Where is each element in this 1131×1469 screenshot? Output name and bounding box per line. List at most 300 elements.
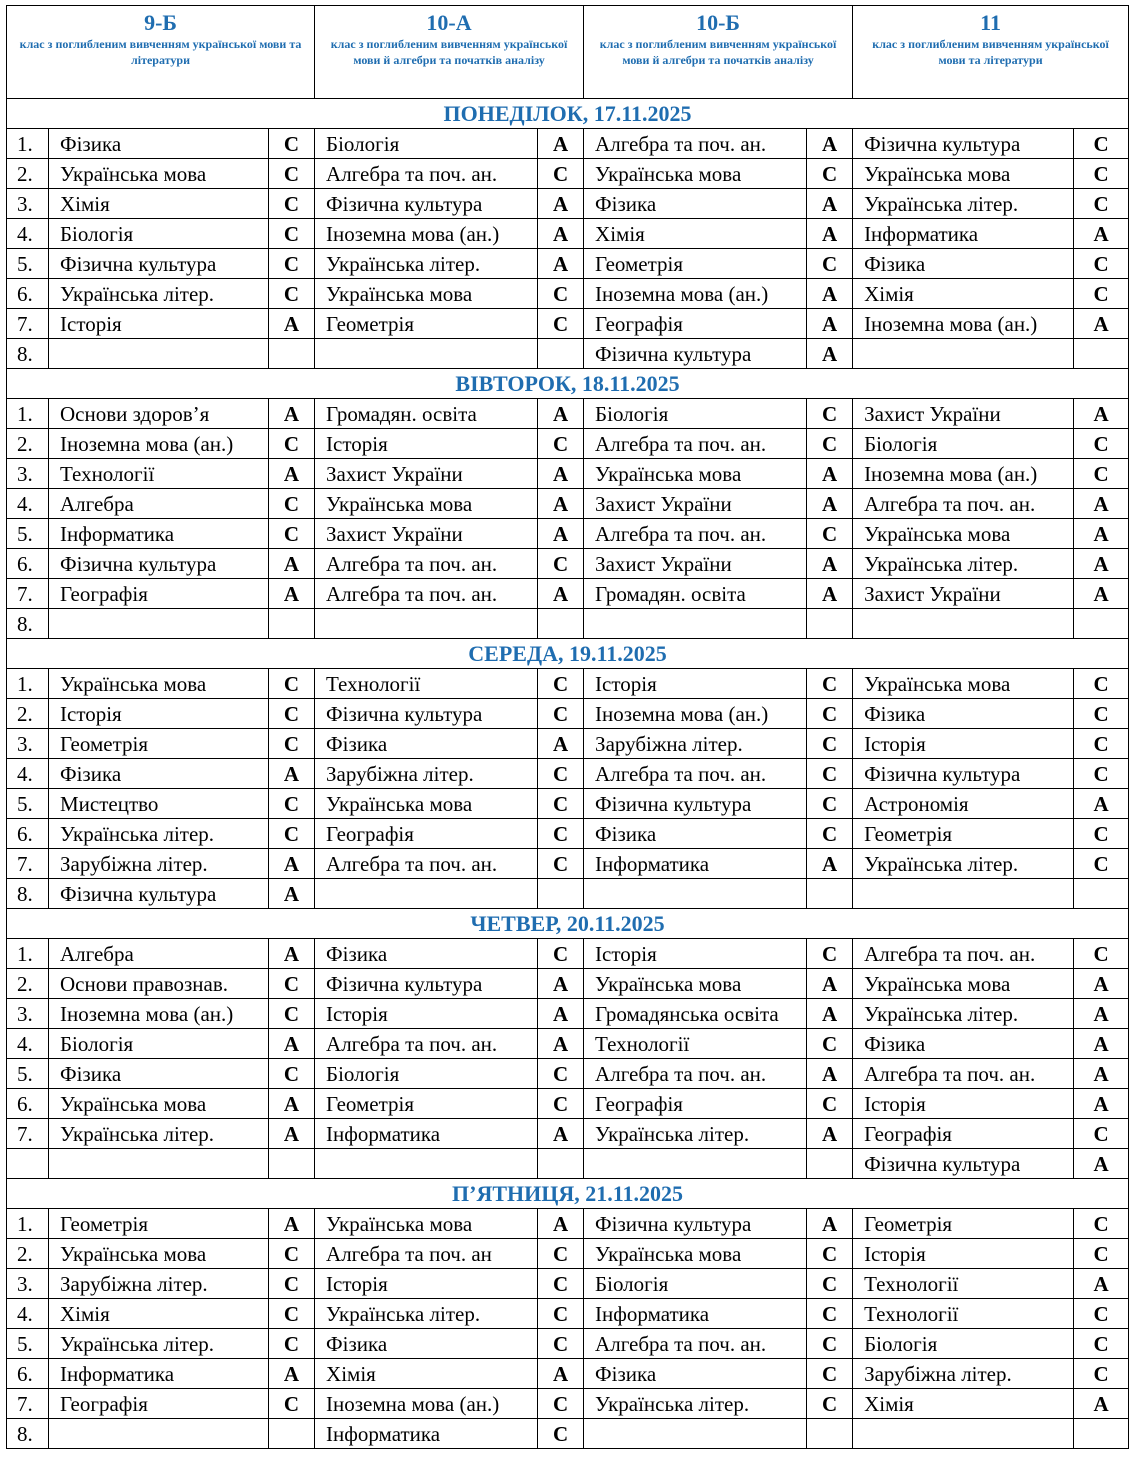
room-cell bbox=[538, 879, 584, 909]
room-cell: С bbox=[538, 1269, 584, 1299]
subject-cell: Українська мова bbox=[49, 159, 269, 189]
subject-cell bbox=[584, 1149, 807, 1179]
room-cell: С bbox=[538, 759, 584, 789]
subject-cell: Основи здоров’я bbox=[49, 399, 269, 429]
subject-cell: Географія bbox=[49, 579, 269, 609]
room-cell bbox=[269, 1419, 315, 1449]
subject-cell: Історія bbox=[315, 999, 538, 1029]
room-cell: А bbox=[807, 279, 853, 309]
subject-cell: Біологія bbox=[315, 129, 538, 159]
lesson-number: 2. bbox=[7, 699, 49, 729]
lesson-number: 5. bbox=[7, 1059, 49, 1089]
subject-cell: Інформатика bbox=[584, 849, 807, 879]
room-cell: С bbox=[269, 999, 315, 1029]
subject-cell bbox=[584, 609, 807, 639]
day-title: П’ЯТНИЦЯ, 21.11.2025 bbox=[7, 1179, 1129, 1209]
subject-cell: Алгебра та поч. ан bbox=[315, 1239, 538, 1269]
subject-cell bbox=[853, 879, 1074, 909]
day-header-row bbox=[7, 369, 1129, 399]
class-description: клас з поглибленим вивченням української мови й алгебри та початків аналізу bbox=[599, 37, 837, 67]
subject-cell: Алгебра та поч. ан. bbox=[584, 759, 807, 789]
subject-cell: Алгебра та поч. ан. bbox=[315, 159, 538, 189]
room-cell: А bbox=[807, 129, 853, 159]
room-cell: С bbox=[1074, 699, 1129, 729]
room-cell: А bbox=[807, 1119, 853, 1149]
subject-cell: Алгебра та поч. ан. bbox=[584, 1059, 807, 1089]
day-title: ЧЕТВЕР, 20.11.2025 bbox=[7, 909, 1129, 939]
subject-cell: Іноземна мова (ан.) bbox=[315, 1389, 538, 1419]
room-cell: А bbox=[538, 729, 584, 759]
subject-cell: Хімія bbox=[315, 1359, 538, 1389]
subject-cell: Історія bbox=[584, 669, 807, 699]
room-cell: С bbox=[269, 699, 315, 729]
subject-cell: Фізика bbox=[853, 1029, 1074, 1059]
lesson-number: 5. bbox=[7, 519, 49, 549]
room-cell: С bbox=[269, 1269, 315, 1299]
room-cell: А bbox=[1074, 579, 1129, 609]
room-cell: С bbox=[807, 1239, 853, 1269]
room-cell: С bbox=[269, 159, 315, 189]
room-cell: С bbox=[1074, 759, 1129, 789]
subject-cell: Українська літер. bbox=[584, 1389, 807, 1419]
room-cell: А bbox=[807, 189, 853, 219]
subject-cell: Географія bbox=[49, 1389, 269, 1419]
subject-cell: Зарубіжна літер. bbox=[49, 849, 269, 879]
subject-cell: Фізична культура bbox=[315, 699, 538, 729]
lesson-number: 1. bbox=[7, 1209, 49, 1239]
lesson-number: 4. bbox=[7, 1299, 49, 1329]
lesson-row bbox=[7, 549, 1129, 579]
room-cell: С bbox=[807, 789, 853, 819]
room-cell: С bbox=[807, 159, 853, 189]
room-cell bbox=[538, 609, 584, 639]
subject-cell bbox=[584, 879, 807, 909]
subject-cell: Громадянська освіта bbox=[584, 999, 807, 1029]
subject-cell: Фізична культура bbox=[853, 759, 1074, 789]
room-cell: А bbox=[807, 219, 853, 249]
room-cell: С bbox=[269, 1389, 315, 1419]
lesson-row bbox=[7, 939, 1129, 969]
lesson-number: 7. bbox=[7, 849, 49, 879]
lesson-row bbox=[7, 849, 1129, 879]
room-cell bbox=[1074, 339, 1129, 369]
room-cell: С bbox=[807, 1269, 853, 1299]
subject-cell: Українська літер. bbox=[853, 999, 1074, 1029]
room-cell: А bbox=[269, 939, 315, 969]
lesson-row bbox=[7, 1089, 1129, 1119]
lesson-row bbox=[7, 159, 1129, 189]
lesson-number: 3. bbox=[7, 1269, 49, 1299]
lesson-number: 6. bbox=[7, 1089, 49, 1119]
room-cell: С bbox=[1074, 429, 1129, 459]
subject-cell: Українська мова bbox=[584, 159, 807, 189]
subject-cell: Хімія bbox=[853, 1389, 1074, 1419]
subject-cell: Зарубіжна літер. bbox=[49, 1269, 269, 1299]
room-cell: А bbox=[538, 399, 584, 429]
subject-cell: Українська мова bbox=[315, 1209, 538, 1239]
subject-cell bbox=[853, 1419, 1074, 1449]
subject-cell: Українська літер. bbox=[315, 1299, 538, 1329]
room-cell: А bbox=[1074, 1029, 1129, 1059]
room-cell: С bbox=[269, 189, 315, 219]
room-cell: С bbox=[1074, 939, 1129, 969]
subject-cell: Алгебра та поч. ан. bbox=[584, 519, 807, 549]
subject-cell: Історія bbox=[49, 309, 269, 339]
subject-cell: Алгебра та поч. ан. bbox=[315, 1029, 538, 1059]
lesson-number: 1. bbox=[7, 399, 49, 429]
subject-cell: Біологія bbox=[315, 1059, 538, 1089]
subject-cell: Геометрія bbox=[49, 1209, 269, 1239]
lesson-row bbox=[7, 129, 1129, 159]
subject-cell: Географія bbox=[584, 1089, 807, 1119]
lesson-row bbox=[7, 789, 1129, 819]
subject-cell: Фізика bbox=[49, 1059, 269, 1089]
subject-cell: Інформатика bbox=[853, 219, 1074, 249]
room-cell: С bbox=[807, 729, 853, 759]
subject-cell: Інформатика bbox=[315, 1119, 538, 1149]
subject-cell: Мистецтво bbox=[49, 789, 269, 819]
class-name: 11 bbox=[980, 10, 1001, 35]
lesson-number: 5. bbox=[7, 789, 49, 819]
lesson-number: 4. bbox=[7, 759, 49, 789]
subject-cell: Українська літер. bbox=[853, 849, 1074, 879]
lesson-number: 6. bbox=[7, 819, 49, 849]
lesson-row bbox=[7, 1299, 1129, 1329]
schedule-body bbox=[7, 6, 1129, 1449]
lesson-row bbox=[7, 429, 1129, 459]
subject-cell bbox=[315, 339, 538, 369]
lesson-number: 8. bbox=[7, 609, 49, 639]
subject-cell: Українська мова bbox=[853, 159, 1074, 189]
subject-cell: Фізика bbox=[315, 1329, 538, 1359]
room-cell: С bbox=[269, 969, 315, 999]
subject-cell: Фізична культура bbox=[584, 339, 807, 369]
subject-cell: Алгебра та поч. ан. bbox=[584, 129, 807, 159]
lesson-row bbox=[7, 969, 1129, 999]
subject-cell: Біологія bbox=[853, 429, 1074, 459]
class-description: клас з поглибленим вивченням української мови та літератури bbox=[19, 37, 302, 67]
subject-cell: Іноземна мова (ан.) bbox=[584, 699, 807, 729]
lesson-number: 7. bbox=[7, 1389, 49, 1419]
room-cell bbox=[807, 609, 853, 639]
room-cell: А bbox=[1074, 789, 1129, 819]
room-cell: С bbox=[269, 789, 315, 819]
room-cell bbox=[807, 1149, 853, 1179]
room-cell bbox=[269, 339, 315, 369]
subject-cell: Історія bbox=[584, 939, 807, 969]
room-cell: А bbox=[807, 459, 853, 489]
lesson-row bbox=[7, 879, 1129, 909]
subject-cell: Українська літер. bbox=[49, 279, 269, 309]
room-cell: С bbox=[269, 669, 315, 699]
room-cell: С bbox=[1074, 189, 1129, 219]
class-header bbox=[7, 6, 315, 99]
lesson-number: 7. bbox=[7, 579, 49, 609]
lesson-number: 2. bbox=[7, 1239, 49, 1269]
room-cell: С bbox=[538, 669, 584, 699]
subject-cell: Фізика bbox=[315, 729, 538, 759]
lesson-row bbox=[7, 1119, 1129, 1149]
subject-cell: Зарубіжна літер. bbox=[853, 1359, 1074, 1389]
room-cell: А bbox=[1074, 489, 1129, 519]
lesson-row bbox=[7, 489, 1129, 519]
room-cell: С bbox=[269, 1329, 315, 1359]
lesson-number: 8. bbox=[7, 879, 49, 909]
subject-cell: Фізична культура bbox=[853, 1149, 1074, 1179]
room-cell bbox=[1074, 609, 1129, 639]
subject-cell: Захист України bbox=[853, 399, 1074, 429]
subject-cell: Інформатика bbox=[584, 1299, 807, 1329]
subject-cell: Фізика bbox=[853, 249, 1074, 279]
subject-cell: Українська мова bbox=[315, 279, 538, 309]
subject-cell bbox=[49, 609, 269, 639]
room-cell: А bbox=[1074, 549, 1129, 579]
lesson-row bbox=[7, 699, 1129, 729]
room-cell: А bbox=[1074, 1089, 1129, 1119]
lesson-number: 5. bbox=[7, 1329, 49, 1359]
room-cell: С bbox=[1074, 729, 1129, 759]
room-cell: С bbox=[1074, 669, 1129, 699]
subject-cell: Захист України bbox=[584, 489, 807, 519]
room-cell: С bbox=[538, 1089, 584, 1119]
header-row bbox=[7, 6, 1129, 99]
room-cell: А bbox=[269, 1209, 315, 1239]
room-cell bbox=[1074, 1419, 1129, 1449]
lesson-row bbox=[7, 189, 1129, 219]
room-cell: С bbox=[538, 789, 584, 819]
subject-cell: Українська літер. bbox=[853, 549, 1074, 579]
room-cell: С bbox=[538, 1419, 584, 1449]
room-cell bbox=[269, 609, 315, 639]
lesson-number: 8. bbox=[7, 339, 49, 369]
lesson-number: 4. bbox=[7, 219, 49, 249]
lesson-row bbox=[7, 1209, 1129, 1239]
room-cell: С bbox=[807, 699, 853, 729]
lesson-row bbox=[7, 1419, 1129, 1449]
room-cell: А bbox=[807, 1209, 853, 1239]
subject-cell: Географія bbox=[853, 1119, 1074, 1149]
room-cell: А bbox=[807, 549, 853, 579]
room-cell: А bbox=[1074, 519, 1129, 549]
subject-cell: Астрономія bbox=[853, 789, 1074, 819]
day-title: ПОНЕДІЛОК, 17.11.2025 bbox=[7, 99, 1129, 129]
subject-cell: Українська мова bbox=[853, 669, 1074, 699]
lesson-row bbox=[7, 999, 1129, 1029]
subject-cell: Фізика bbox=[315, 939, 538, 969]
schedule-table bbox=[6, 5, 1129, 1449]
subject-cell: Фізика bbox=[584, 1359, 807, 1389]
room-cell: С bbox=[1074, 1119, 1129, 1149]
subject-cell: Хімія bbox=[49, 1299, 269, 1329]
day-header-row bbox=[7, 1179, 1129, 1209]
room-cell: А bbox=[269, 1029, 315, 1059]
room-cell: А bbox=[1074, 1149, 1129, 1179]
room-cell: А bbox=[807, 1059, 853, 1089]
class-name: 10-А bbox=[426, 10, 472, 35]
lesson-row bbox=[7, 1149, 1129, 1179]
subject-cell: Фізична культура bbox=[584, 1209, 807, 1239]
room-cell: С bbox=[269, 1239, 315, 1269]
subject-cell: Українська літер. bbox=[584, 1119, 807, 1149]
room-cell: А bbox=[269, 399, 315, 429]
subject-cell: Українська мова bbox=[49, 1239, 269, 1269]
lesson-row bbox=[7, 309, 1129, 339]
room-cell: С bbox=[807, 249, 853, 279]
room-cell: С bbox=[269, 1299, 315, 1329]
subject-cell: Фізична культура bbox=[49, 549, 269, 579]
subject-cell: Історія bbox=[315, 429, 538, 459]
subject-cell: Іноземна мова (ан.) bbox=[584, 279, 807, 309]
room-cell: С bbox=[538, 819, 584, 849]
room-cell: С bbox=[269, 129, 315, 159]
lesson-number: 2. bbox=[7, 159, 49, 189]
subject-cell: Хімія bbox=[853, 279, 1074, 309]
room-cell bbox=[538, 1149, 584, 1179]
room-cell: А bbox=[269, 1119, 315, 1149]
room-cell: С bbox=[538, 549, 584, 579]
subject-cell: Алгебра та поч. ан. bbox=[315, 849, 538, 879]
room-cell bbox=[1074, 879, 1129, 909]
lesson-row bbox=[7, 669, 1129, 699]
room-cell: А bbox=[807, 969, 853, 999]
room-cell: С bbox=[807, 1329, 853, 1359]
subject-cell: Українська літер. bbox=[49, 819, 269, 849]
room-cell: А bbox=[538, 489, 584, 519]
subject-cell: Громадян. освіта bbox=[584, 579, 807, 609]
lesson-row bbox=[7, 339, 1129, 369]
day-title: СЕРЕДА, 19.11.2025 bbox=[7, 639, 1129, 669]
subject-cell: Українська літер. bbox=[49, 1119, 269, 1149]
lesson-row bbox=[7, 219, 1129, 249]
lesson-number: 4. bbox=[7, 489, 49, 519]
class-header bbox=[315, 6, 584, 99]
room-cell: С bbox=[1074, 1299, 1129, 1329]
subject-cell bbox=[315, 609, 538, 639]
lesson-number: 3. bbox=[7, 189, 49, 219]
class-description: клас з поглибленим вивченням української мови й алгебри та початків аналізу bbox=[330, 37, 568, 67]
subject-cell: Біологія bbox=[584, 399, 807, 429]
class-header bbox=[584, 6, 853, 99]
room-cell: С bbox=[269, 489, 315, 519]
subject-cell: Фізика bbox=[853, 699, 1074, 729]
room-cell: С bbox=[1074, 279, 1129, 309]
lesson-number: 2. bbox=[7, 429, 49, 459]
lesson-row bbox=[7, 1389, 1129, 1419]
room-cell: С bbox=[538, 159, 584, 189]
room-cell: С bbox=[1074, 819, 1129, 849]
subject-cell bbox=[49, 1419, 269, 1449]
room-cell: С bbox=[538, 1239, 584, 1269]
room-cell: С bbox=[1074, 459, 1129, 489]
subject-cell: Геометрія bbox=[315, 1089, 538, 1119]
day-header-row bbox=[7, 639, 1129, 669]
room-cell: А bbox=[1074, 1389, 1129, 1419]
subject-cell: Хімія bbox=[584, 219, 807, 249]
subject-cell: Інформатика bbox=[49, 1359, 269, 1389]
room-cell: С bbox=[1074, 1359, 1129, 1389]
room-cell: С bbox=[807, 669, 853, 699]
room-cell: А bbox=[807, 579, 853, 609]
lesson-number: 6. bbox=[7, 1359, 49, 1389]
subject-cell: Геометрія bbox=[853, 819, 1074, 849]
lesson-row bbox=[7, 519, 1129, 549]
subject-cell: Фізика bbox=[584, 819, 807, 849]
room-cell: А bbox=[538, 249, 584, 279]
room-cell: С bbox=[269, 429, 315, 459]
subject-cell: Українська літер. bbox=[853, 189, 1074, 219]
subject-cell: Технології bbox=[315, 669, 538, 699]
lesson-row bbox=[7, 1239, 1129, 1269]
subject-cell: Українська літер. bbox=[315, 249, 538, 279]
day-header-row bbox=[7, 99, 1129, 129]
room-cell: С bbox=[269, 729, 315, 759]
subject-cell bbox=[853, 609, 1074, 639]
room-cell: А bbox=[1074, 309, 1129, 339]
room-cell: С bbox=[269, 519, 315, 549]
subject-cell: Геометрія bbox=[315, 309, 538, 339]
subject-cell: Історія bbox=[315, 1269, 538, 1299]
room-cell: С bbox=[1074, 1329, 1129, 1359]
lesson-number: 8. bbox=[7, 1419, 49, 1449]
room-cell: А bbox=[538, 1359, 584, 1389]
subject-cell: Алгебра bbox=[49, 489, 269, 519]
lesson-number: 6. bbox=[7, 279, 49, 309]
day-header-row bbox=[7, 909, 1129, 939]
class-description: клас з поглибленим вивченням української мови та літератури bbox=[872, 37, 1109, 67]
subject-cell: Фізика bbox=[49, 759, 269, 789]
room-cell: С bbox=[538, 1059, 584, 1089]
lesson-number: 7. bbox=[7, 1119, 49, 1149]
room-cell: А bbox=[1074, 999, 1129, 1029]
subject-cell: Алгебра та поч. ан. bbox=[584, 429, 807, 459]
lesson-number: 6. bbox=[7, 549, 49, 579]
subject-cell: Інформатика bbox=[49, 519, 269, 549]
room-cell: А bbox=[538, 129, 584, 159]
room-cell: А bbox=[1074, 1059, 1129, 1089]
lesson-row bbox=[7, 1359, 1129, 1389]
subject-cell: Фізична культура bbox=[315, 969, 538, 999]
room-cell: А bbox=[807, 309, 853, 339]
subject-cell: Фізична культура bbox=[584, 789, 807, 819]
subject-cell: Українська мова bbox=[49, 1089, 269, 1119]
room-cell: А bbox=[807, 999, 853, 1029]
room-cell: А bbox=[538, 1209, 584, 1239]
subject-cell: Українська мова bbox=[584, 969, 807, 999]
room-cell: С bbox=[269, 249, 315, 279]
room-cell: С bbox=[538, 429, 584, 459]
subject-cell: Алгебра bbox=[49, 939, 269, 969]
room-cell: С bbox=[807, 1359, 853, 1389]
subject-cell: Географія bbox=[315, 819, 538, 849]
subject-cell: Біологія bbox=[49, 1029, 269, 1059]
subject-cell: Фізична культура bbox=[49, 879, 269, 909]
class-header bbox=[853, 6, 1129, 99]
room-cell: А bbox=[538, 459, 584, 489]
lesson-row bbox=[7, 249, 1129, 279]
class-name: 10-Б bbox=[696, 10, 740, 35]
subject-cell: Фізична культура bbox=[315, 189, 538, 219]
subject-cell: Українська мова bbox=[584, 459, 807, 489]
room-cell: А bbox=[807, 489, 853, 519]
subject-cell bbox=[315, 879, 538, 909]
subject-cell: Фізика bbox=[49, 129, 269, 159]
room-cell bbox=[807, 1419, 853, 1449]
room-cell: С bbox=[538, 309, 584, 339]
subject-cell: Фізична культура bbox=[853, 129, 1074, 159]
lesson-row bbox=[7, 1059, 1129, 1089]
room-cell: А bbox=[1074, 399, 1129, 429]
lesson-row bbox=[7, 579, 1129, 609]
